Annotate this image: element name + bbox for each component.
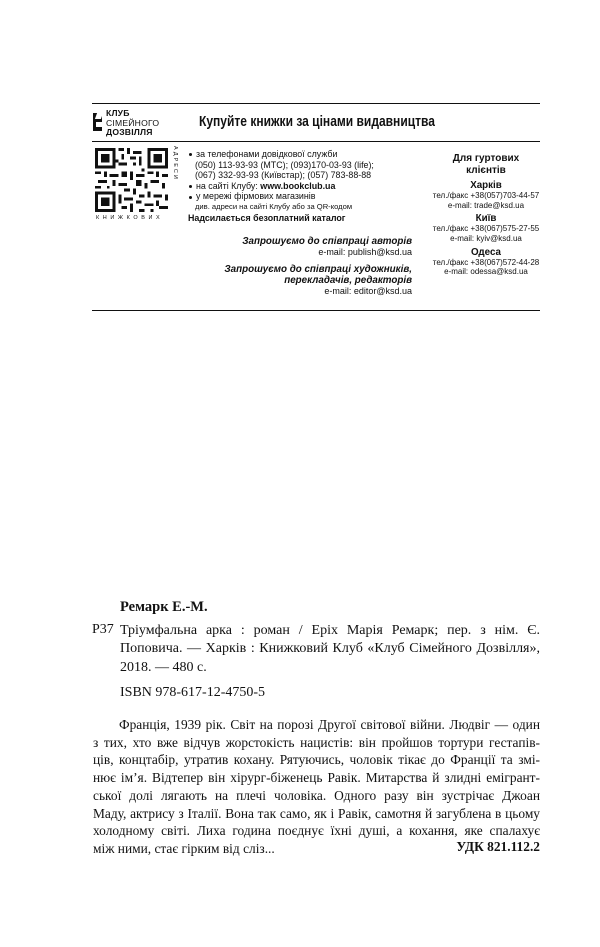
artists-title-line1: Запрошуємо до співпраці художників,	[224, 264, 412, 275]
site-url[interactable]: www.bookclub.ua	[260, 180, 336, 191]
artists-invite	[224, 264, 412, 297]
city-phone: тел./факс +38(067)575-27-55	[432, 224, 540, 234]
annotation-line: холодному світі. Лиха година поєднує їхні душі, а кохання, яке спалахує	[93, 823, 540, 839]
shops-note: див. адреси на сайті Клубу або за QR-кодом	[195, 201, 353, 211]
wholesale-title-line1: Для гуртових	[452, 153, 520, 164]
phones-line1: (050) 113-93-93 (МТС); (093)170-03-93 (life);	[195, 159, 374, 170]
annotation-line: Маду, актрису з Італії. Вона так само, як і Равік, самотня й загублена в цьому	[93, 805, 540, 821]
wholesale-contacts	[424, 153, 548, 277]
qr-side-vertical-text: АДРЕСИ	[172, 146, 178, 181]
authors-email[interactable]: e-mail: publish@ksd.ua	[318, 247, 412, 257]
bottom-rule	[92, 310, 540, 311]
artists-email[interactable]: e-mail: editor@ksd.ua	[324, 286, 412, 296]
annotation-line: з тих, хто вже відчув жорстокість нацистів: він пройшов тортури гестапів-	[93, 734, 540, 750]
annotation-line: між ними, стає гірким від сліз...	[93, 840, 275, 856]
catalog-author: Ремарк Е.-М.	[120, 599, 208, 615]
city-phone: тел./факс +38(067)572-44-28	[432, 257, 540, 267]
annotation-line: ської долі лягають на плечі чоловіка. Одного разу він зустрічає Джоан	[93, 787, 540, 803]
annotation	[93, 716, 540, 858]
authors-title: Запрошуємо до співпраці авторів	[242, 236, 412, 247]
city-phone: тел./факс +38(057)703-44-57	[432, 190, 540, 200]
city-name: Харків	[470, 180, 502, 191]
qr-side-horizontal-text: КНИЖКОВИХ	[96, 215, 164, 221]
catalog-note: Надсилається безоплатний каталог	[188, 212, 346, 223]
catalog-code: Р37	[92, 622, 114, 637]
header-rule	[92, 141, 540, 142]
annotation-line: Франція, 1939 рік. Світ на порозі Другої світової війни. Людвіг — один	[119, 717, 540, 732]
city-email[interactable]: e-mail: odessa@ksd.ua	[444, 267, 528, 277]
bullet-icon	[189, 185, 192, 188]
annotation-line: нює ім’я. Відтепер він хірург-біженець Равік. Митарства й злидні емігрант-	[93, 770, 540, 786]
ad-headline: Купуйте книжки за цінами видавництва	[199, 114, 435, 130]
logo-line1: КЛУБ	[106, 108, 130, 118]
isbn: ISBN 978-617-12-4750-5	[120, 685, 266, 700]
city-name: Київ	[475, 213, 497, 225]
annotation-line: ців, концтабір, утратив кохану. Рятуючись, чоловік тікає до Франції та змі-	[93, 752, 540, 768]
phones-label: за телефонами довідкової служби	[196, 149, 338, 159]
catalog-card-text: Тріумфальна арка : роман / Еріх Марія Ремарк; пер. з нім. Є. Поповича. — Харків : Книжковий Клуб «Клуб Сімейного Дозвілля», 2018. — 480 с.	[120, 623, 540, 675]
club-logo-text	[106, 109, 159, 138]
artists-title-line2: перекладачів, редакторів	[284, 275, 412, 286]
authors-invite	[242, 236, 412, 258]
site-label: на сайті Клубу:	[196, 180, 258, 191]
city-email[interactable]: e-mail: kyiv@ksd.ua	[450, 233, 522, 243]
city-name: Одеса	[471, 246, 501, 258]
logo-line3: ДОЗВІЛЛЯ	[106, 127, 153, 137]
qr-code-icon	[95, 148, 168, 212]
city-email[interactable]: e-mail: trade@ksd.ua	[447, 200, 525, 210]
udk-code: УДК 821.112.2	[456, 839, 540, 854]
phones-line2: (067) 332-93-93 (Київстар); (057) 783-88-88	[195, 170, 372, 181]
top-rule	[92, 103, 540, 104]
contact-info	[188, 149, 374, 223]
bullet-icon	[189, 196, 192, 199]
logo-line2: СІМЕЙНОГО	[106, 117, 160, 128]
wholesale-title-line2: клієнтів	[466, 165, 506, 176]
shops-label: у мережі фірмових магазинів	[196, 191, 316, 202]
bullet-icon	[189, 153, 192, 156]
club-logo-icon	[93, 113, 102, 131]
